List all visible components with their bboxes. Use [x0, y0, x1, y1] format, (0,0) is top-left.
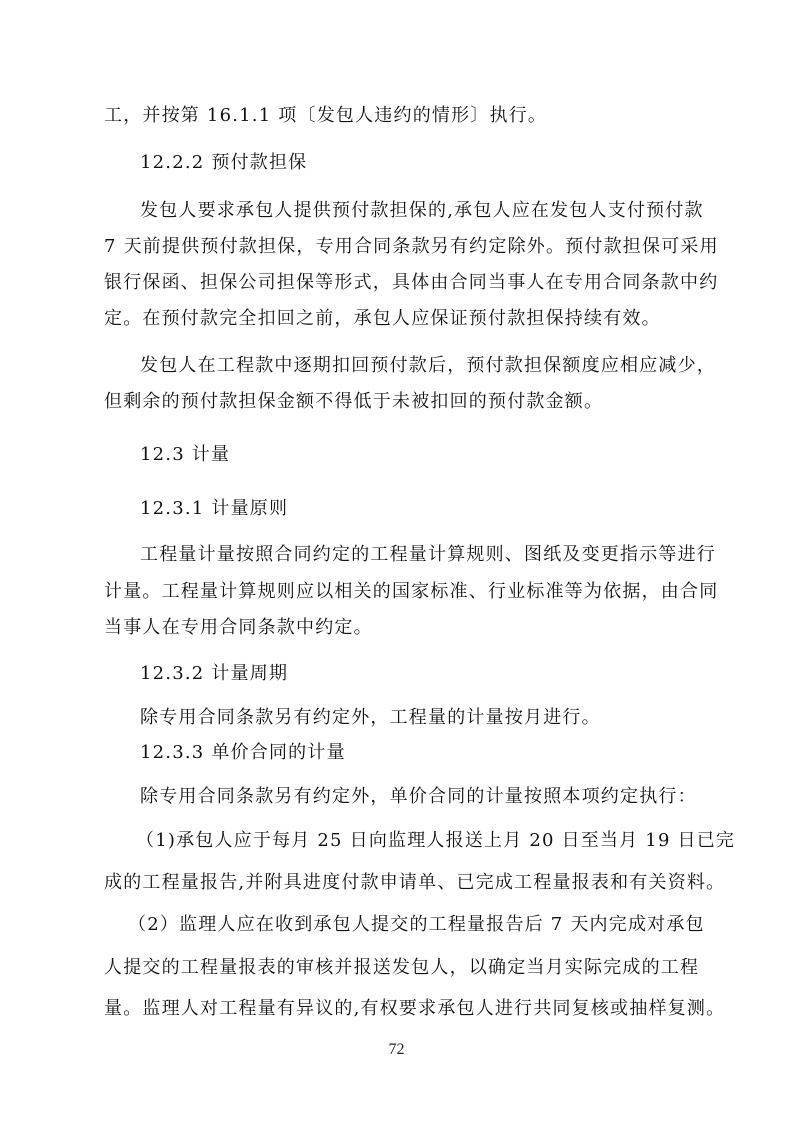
text-line: 除专用合同条款另有约定外，单价合同的计量按照本项约定执行： — [140, 786, 697, 807]
text-line: 当事人在专用合同条款中约定。 — [104, 617, 373, 638]
text-line: 工程量计量按照合同约定的工程量计算规则、图纸及变更指示等进行 — [140, 544, 716, 565]
text-line: 发包人要求承包人提供预付款担保的,承包人应在发包人支付预付款 — [140, 200, 704, 221]
text-line: 计量。工程量计算规则应以相关的国家标准、行业标准等为依据，由合同 — [104, 581, 719, 602]
text-line: （2）监理人应在收到承包人提交的工程量报告后 7 天内完成对承包 — [128, 914, 705, 935]
section-heading: 12.3.1 计量原则 — [140, 498, 289, 519]
section-heading: 12.3 计量 — [140, 444, 231, 465]
text-line: 除专用合同条款另有约定外，工程量的计量按月进行。 — [140, 707, 601, 728]
text-line: 人提交的工程量报表的审核并报送发包人，以确定当月实际完成的工程 — [104, 957, 700, 978]
text-line: 定。在预付款完全扣回之前，承包人应保证预付款担保持续有效。 — [104, 308, 661, 329]
text-line: 工，并按第 16.1.1 项〔发包人违约的情形〕执行。 — [104, 105, 548, 126]
text-line: 7 天前提供预付款担保，专用合同条款另有约定除外。预付款担保可采用 — [104, 236, 719, 257]
section-heading: 12.2.2 预付款担保 — [140, 152, 308, 173]
text-line: 成的工程量报告,并附具进度付款申请单、已完成工程量报表和有关资料。 — [104, 872, 726, 893]
text-line: 量。监理人对工程量有异议的,有权要求承包人进行共同复核或抽样复测。 — [104, 998, 726, 1019]
text-line: 银行保函、担保公司担保等形式，具体由合同当事人在专用合同条款中约 — [104, 272, 719, 293]
section-heading: 12.3.2 计量周期 — [140, 663, 289, 684]
text-line: 发包人在工程款中逐期扣回预付款后，预付款担保额度应相应减少， — [140, 355, 716, 376]
section-heading: 12.3.3 单价合同的计量 — [140, 742, 346, 763]
text-line: （1)承包人应于每月 25 日向监理人报送上月 20 日至当月 19 日已完 — [136, 830, 736, 851]
page-number: 72 — [388, 1041, 405, 1058]
text-line: 但剩余的预付款担保金额不得低于未被扣回的预付款金额。 — [104, 391, 604, 412]
